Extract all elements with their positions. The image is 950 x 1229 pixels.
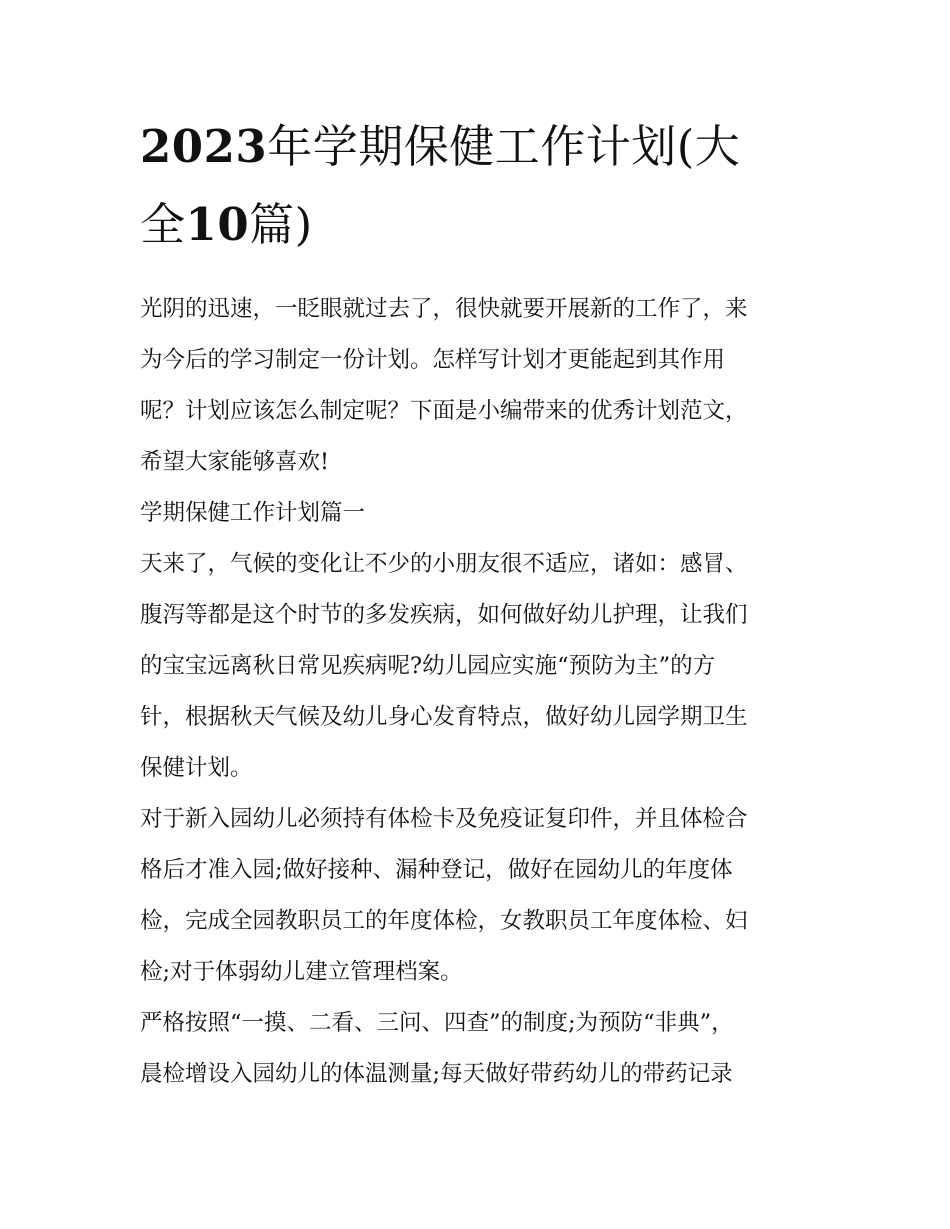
- body-paragraph: [140, 539, 820, 794]
- document-body: [140, 284, 820, 1100]
- body-paragraph: [140, 998, 820, 1100]
- title-text: 全: [140, 198, 186, 251]
- text-line: 光阴的迅速，一眨眼就过去了，很快就要开展新的工作了，来: [140, 296, 748, 322]
- text-line: 检，完成全园教职员工的年度体检，女教职员工年度体检、妇: [140, 908, 748, 934]
- document-page: [140, 108, 820, 1100]
- body-paragraph: [140, 794, 820, 998]
- text-line: 检;对于体弱幼儿建立管理档案。: [140, 959, 463, 985]
- text-line: 为今后的学习制定一份计划。怎样写计划才更能起到其作用: [140, 347, 726, 373]
- text-line: 格后才准入园;做好接种、漏种登记，做好在园幼儿的年度体: [140, 857, 733, 883]
- text-line: 晨检增设入园幼儿的体温测量;每天做好带药幼儿的带药记录: [140, 1061, 733, 1087]
- text-line: 严格按照“一摸、二看、三问、四查”的制度;为预防“非典”，: [140, 1010, 734, 1036]
- section-heading: [140, 488, 820, 539]
- title-line: [140, 186, 820, 264]
- text-line: 的宝宝远离秋日常见疾病呢?幼儿园应实施“预防为主”的方: [140, 653, 716, 679]
- intro-paragraph: [140, 284, 820, 488]
- title-text: 年学期保健工作计划(大: [267, 120, 741, 173]
- text-line: 学期保健工作计划篇一: [140, 500, 366, 526]
- text-line: 针，根据秋天气候及幼儿身心发育特点，做好幼儿园学期卫生: [140, 704, 748, 730]
- title-text: 篇): [249, 198, 313, 251]
- text-line: 天来了，气候的变化让不少的小朋友很不适应，诸如：感冒、: [140, 551, 748, 577]
- title-line: [140, 108, 820, 186]
- text-line: 对于新入园幼儿必须持有体检卡及免疫证复印件，并且体检合: [140, 806, 748, 832]
- title-count: 10: [185, 198, 250, 251]
- text-line: 呢？计划应该怎么制定呢？下面是小编带来的优秀计划范文，: [140, 398, 748, 424]
- text-line: 希望大家能够喜欢!: [140, 449, 330, 475]
- text-line: 腹泻等都是这个时节的多发疾病，如何做好幼儿护理，让我们: [140, 602, 748, 628]
- text-line: 保健计划。: [140, 755, 253, 781]
- document-title: [140, 108, 820, 264]
- title-year: 2023: [140, 120, 268, 173]
